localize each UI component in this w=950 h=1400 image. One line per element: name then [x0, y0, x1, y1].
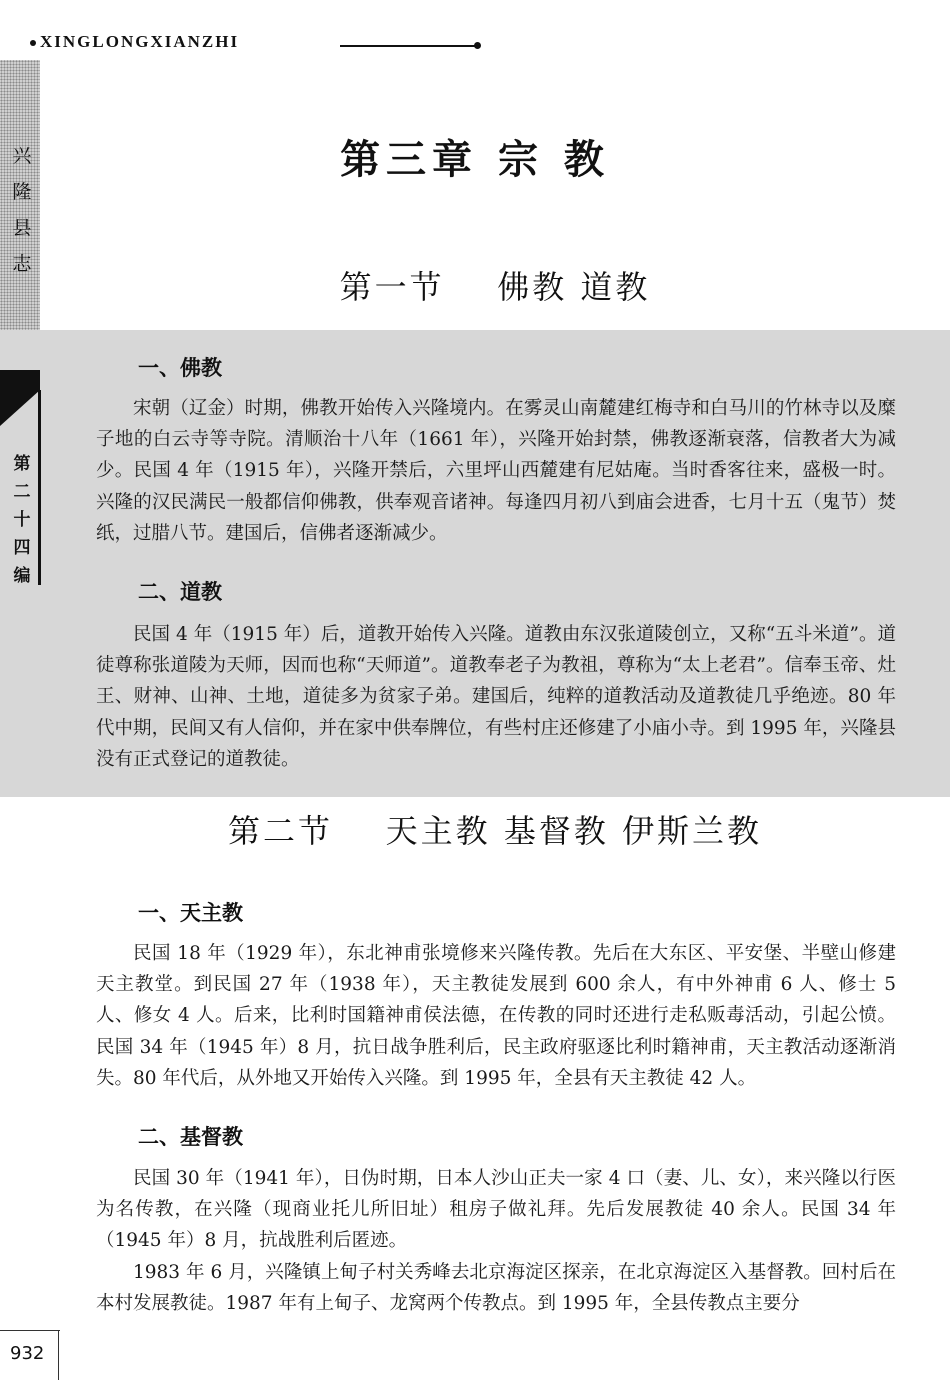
- subsection-heading: 二、基督教: [138, 1125, 243, 1149]
- paragraph: 1983 年 6 月，兴隆镇上甸子村关秀峰去北京海淀区探亲，在北京海淀区入基督教。回村后在本村发展教徒。1987 年有上甸子、龙窝两个传教点。到 1995 年，全县传教点主要分: [96, 1262, 896, 1315]
- subsection-heading: 二、道教: [138, 580, 222, 604]
- section-title: 第一节 佛教 道教: [339, 268, 651, 306]
- subsection-heading: 一、佛教: [138, 356, 222, 380]
- running-header: [30, 32, 239, 56]
- footer-vertical-rule: [58, 1330, 59, 1380]
- header-rule-dot-icon: [474, 42, 481, 49]
- footer-rule: [0, 1330, 60, 1331]
- side-tab-bar: [38, 390, 41, 585]
- header-rule: [340, 45, 475, 47]
- section-title: 第二节 天主教 基督教 伊斯兰教: [227, 812, 763, 850]
- bullet-dot-icon: [30, 40, 36, 46]
- side-tab-part-label: 第二十四编: [13, 454, 31, 586]
- paragraph: 民国 4 年（1915 年）后，道教开始传入兴隆。道教由东汉张道陵创立，又称“五斗米道”。道徒尊称张道陵为天师，因而也称“天师道”。道教奉老子为教祖，尊称为“太上老君”。信奉玉帝、灶王、财神、山神、土地，道徒多为贫家子弟。建国后，纯粹的道教活动及道教徒几乎绝迹。80 年代中期，民间又有人信仰，并在家中供奉牌位，有些村庄还修建了小庙小寺。到 1995 年，兴隆县没有正式登记的道教徒。: [96, 624, 896, 770]
- side-tab-wedge-icon: [0, 390, 40, 426]
- subsection-heading: 一、天主教: [138, 901, 243, 925]
- side-tab-band: [0, 370, 40, 390]
- paragraph: 民国 30 年（1941 年），日伪时期，日本人沙山正夫一家 4 口（妻、儿、女），来兴隆以行医为名传教，在兴隆（现商业托儿所旧址）租房子做礼拜。先后发展教徒 40 余人。民国 34 年（1945 年）8 月，抗战胜利后匿迹。: [96, 1168, 896, 1252]
- page-number: 932: [10, 1343, 45, 1364]
- side-tab-book-title: 兴隆县志: [12, 145, 32, 275]
- running-header-text: XINGLONGXIANZHI: [40, 32, 240, 51]
- chapter-title: 第三章 宗 教: [340, 137, 610, 183]
- paragraph: 民国 18 年（1929 年），东北神甫张境修来兴隆传教。先后在大东区、平安堡、半壁山修建天主教堂。到民国 27 年（1938 年），天主教徒发展到 600 余人，有中外神甫 6 人、修士 5 人、修女 4 人。后来，比利时国籍神甫侯法德，在传教的同时还进行走私贩毒活动，引起公愤。民国 34 年（1945 年）8 月，抗日战争胜利后，民主政府驱逐比利时籍神甫，天主教活动逐渐消失。80 年代后，从外地又开始传入兴隆。到 1995 年，全县有天主教徒 42 人。: [96, 943, 896, 1089]
- paragraph: 宋朝（辽金）时期，佛教开始传入兴隆境内。在雾灵山南麓建红梅寺和白马川的竹林寺以及糜子地的白云寺等寺院。清顺治十八年（1661 年），兴隆开始封禁，佛教逐渐衰落，信教者大为减少。民国 4 年（1915 年），兴隆开禁后，六里坪山西麓建有尼姑庵。当时香客往来，盛极一时。兴隆的汉民满民一般都信仰佛教，供奉观音诸神。每逢四月初八到庙会进香，七月十五（鬼节）焚纸，过腊八节。建国后，信佛者逐渐减少。: [96, 398, 896, 544]
